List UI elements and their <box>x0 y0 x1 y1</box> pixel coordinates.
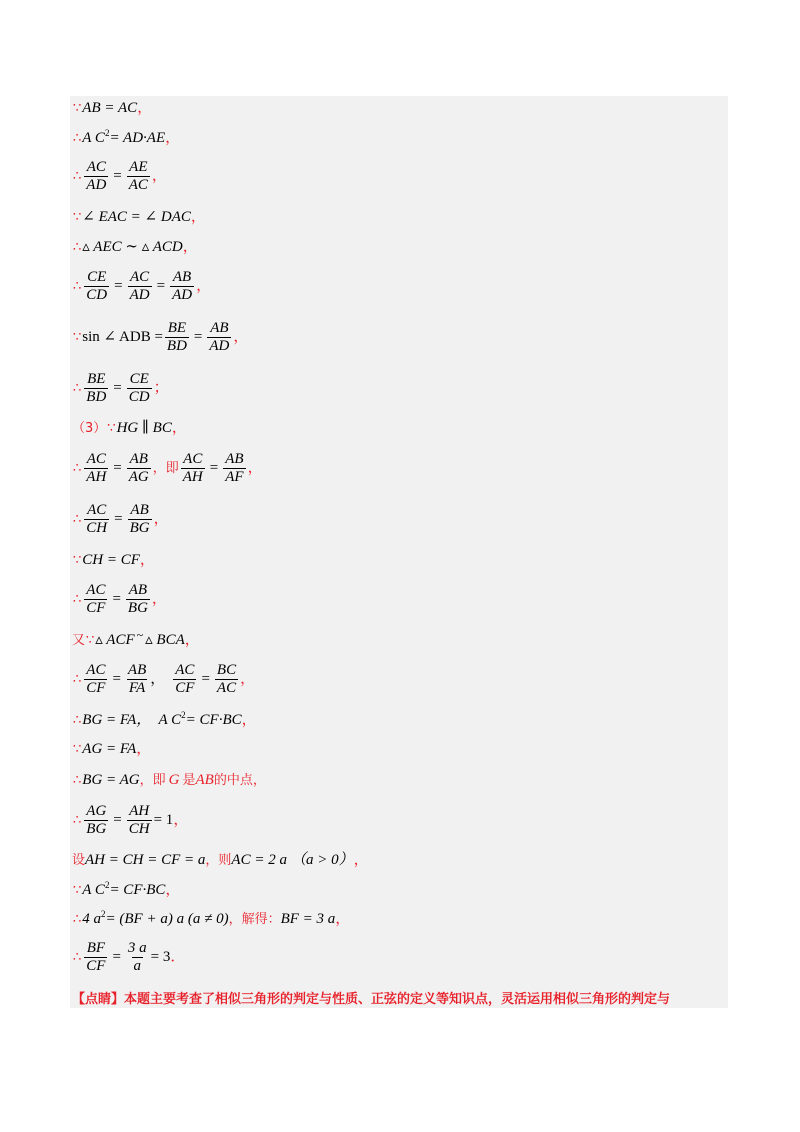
condition: （a > 0） <box>290 852 354 868</box>
line-19: ∴ $\frac{AG}{BG}$ = $\frac{AH}{CH}$ = 1 ， <box>73 803 189 837</box>
line-22 <box>72 909 351 927</box>
line-7: ∵ sin ∠ ADB = $\frac{BE}{BD}$ = $\frac{AB}{AD}$ ， <box>73 320 249 354</box>
fraction: $\frac{AH}{CH}$ <box>128 803 150 837</box>
punctuation: ， <box>182 239 198 255</box>
expression: A C <box>82 882 105 898</box>
expression: = CF·BC <box>109 882 166 898</box>
fraction: $\frac{AC}{CH}$ <box>86 502 108 536</box>
punctuation: ， <box>151 168 167 184</box>
fraction: $\frac{BC}{AC}$ <box>216 662 237 696</box>
line-5 <box>72 240 198 255</box>
expression: AC = 2 a <box>231 852 287 868</box>
fraction: $\frac{AC}{AD}$ <box>86 159 107 193</box>
similar-symbol: ~ <box>136 627 144 642</box>
connector-text: 又 <box>72 633 86 648</box>
expression: ▵ BCA <box>145 632 185 648</box>
exponent: 2 <box>104 880 110 890</box>
therefore-symbol: ∴ <box>73 672 82 687</box>
expression: = CF·BC <box>185 712 242 728</box>
expression: AH = CH = CF = a <box>85 852 206 868</box>
line-3: ∴ $\frac{AC}{AD}$ = $\frac{AE}{AC}$ ， <box>73 159 167 193</box>
line-8: ∴ $\frac{BE}{BD}$ = $\frac{CE}{CD}$ ； <box>73 371 169 405</box>
therefore-symbol: ∴ <box>73 131 82 146</box>
connector-text: ，即 <box>139 773 166 788</box>
line-12 <box>72 553 155 568</box>
fraction: $\frac{CE}{CD}$ <box>86 269 108 303</box>
because-symbol: ∵ <box>73 210 82 225</box>
fraction: $\frac{AB}{FA}$ <box>127 662 147 696</box>
fraction: $\frac{BF}{CF}$ <box>86 940 106 974</box>
line-13: ∴ $\frac{AC}{CF}$ = $\frac{AB}{BG}$ ， <box>73 582 167 616</box>
expression: = AD·AE <box>109 130 166 146</box>
fraction: $\frac{AC}{AD}$ <box>129 269 150 303</box>
punctuation: ， <box>196 278 212 294</box>
expression: ▵ AEC ∼ ▵ ACD <box>82 239 183 255</box>
solution-panel <box>70 96 728 1008</box>
exponent: 2 <box>101 909 106 919</box>
part-label: （3） <box>72 421 107 436</box>
comment-text: 本题主要考查了相似三角形的判定与性质、正弦的定义等知识点，灵活运用相似三角形的判定与 <box>124 992 671 1007</box>
comment-line <box>72 993 670 1006</box>
punctuation: ， <box>241 712 257 728</box>
line-2 <box>72 128 181 146</box>
expression: = (BF + a) a (a ≠ 0) <box>105 911 229 927</box>
expression: AB = AC <box>82 100 138 116</box>
because-symbol: ∵ <box>73 883 82 898</box>
expression: HG ∥ BC <box>116 420 172 436</box>
fraction: $\frac{AB}{AG}$ <box>128 451 149 485</box>
line-6: ∴ $\frac{CE}{CD}$ = $\frac{AC}{AD}$ = $\frac{AB}{AD}$ ， <box>73 269 212 303</box>
fraction: $\frac{AB}{AF}$ <box>225 451 244 485</box>
expression: = 3 <box>150 949 171 965</box>
punctuation: ， <box>136 741 152 757</box>
punctuation: ， <box>233 329 249 345</box>
connector-text: ，即 <box>152 461 179 476</box>
punctuation: ， <box>137 100 153 116</box>
expression: CH = CF <box>82 552 140 568</box>
expression: AG = FA <box>82 741 137 757</box>
because-symbol: ∵ <box>73 330 82 345</box>
because-symbol: ∵ <box>73 101 82 116</box>
expression: ∠ EAC = ∠ DAC <box>82 209 191 225</box>
fraction: $\frac{BE}{BD}$ <box>86 371 107 405</box>
fraction: $\frac{AC}{AH}$ <box>86 451 107 485</box>
line-21 <box>72 880 181 898</box>
therefore-symbol: ∴ <box>73 592 82 607</box>
therefore-symbol: ∴ <box>73 381 82 396</box>
fraction: $\frac{AG}{BG}$ <box>86 803 107 837</box>
expression: 4 a <box>82 911 102 927</box>
punctuation: ， <box>173 812 189 828</box>
therefore-symbol: ∴ <box>73 169 82 184</box>
line-4 <box>72 210 206 225</box>
point-label: G <box>168 772 180 788</box>
therefore-symbol: ∴ <box>73 279 82 294</box>
punctuation: ． <box>170 949 186 965</box>
line-1 <box>72 101 152 116</box>
fraction: $\frac{AB}{AD}$ <box>209 320 230 354</box>
line-17 <box>72 742 151 757</box>
punctuation: ， <box>247 460 263 476</box>
connector-text: 的中点， <box>213 773 266 788</box>
therefore-symbol: ∴ <box>73 813 82 828</box>
line-14 <box>72 627 200 648</box>
expression: A C <box>82 130 105 146</box>
punctuation: ， <box>165 130 181 146</box>
fraction: $\frac{AC}{CF}$ <box>86 582 106 616</box>
expression: = 1 <box>153 812 174 828</box>
line-20 <box>72 853 369 868</box>
punctuation: ， <box>153 511 169 527</box>
line-10: ∴ $\frac{AC}{AH}$ = $\frac{AB}{AG}$ ，即 $\frac{AC}{AH}$ = $\frac{AB}{AF}$ ， <box>73 451 263 485</box>
punctuation: ， <box>335 911 351 927</box>
fraction: $\frac{AC}{CF}$ <box>86 662 106 696</box>
line-11: ∴ $\frac{AC}{CH}$ = $\frac{AB}{BG}$ ， <box>73 502 169 536</box>
punctuation: ， <box>165 882 181 898</box>
therefore-symbol: ∴ <box>73 713 82 728</box>
fraction: $\frac{AE}{AC}$ <box>128 159 148 193</box>
therefore-symbol: ∴ <box>73 240 82 255</box>
therefore-symbol: ∴ <box>73 950 82 965</box>
connector-text: 设 <box>72 853 86 868</box>
line-18 <box>72 773 266 788</box>
expression: BG = FA， A C <box>82 712 182 728</box>
because-symbol: ∵ <box>73 553 82 568</box>
expression: BG = AG <box>82 772 140 788</box>
comment-tag: 【点睛】 <box>72 992 125 1007</box>
fraction: $\frac{AB}{AD}$ <box>172 269 193 303</box>
line-23: ∴ $\frac{BF}{CF}$ = $\frac{3 a}{a}$ = 3 ． <box>73 940 186 974</box>
line-16 <box>72 710 257 728</box>
fraction: $\frac{3 a}{a}$ <box>127 940 147 974</box>
therefore-symbol: ∴ <box>73 912 82 927</box>
fraction: $\frac{AB}{BG}$ <box>127 582 148 616</box>
expression: ▵ ACF <box>95 632 135 648</box>
punctuation: ， <box>184 632 200 648</box>
therefore-symbol: ∴ <box>73 512 82 527</box>
expression: sin ∠ ADB = <box>82 329 163 345</box>
because-symbol: ∵ <box>86 633 95 648</box>
punctuation: ， <box>151 591 167 607</box>
therefore-symbol: ∴ <box>73 773 82 788</box>
fraction: $\frac{BE}{BD}$ <box>166 320 187 354</box>
fraction: $\frac{AC}{CF}$ <box>175 662 195 696</box>
connector-text: ，则 <box>205 853 232 868</box>
fraction: $\frac{CE}{CD}$ <box>128 371 150 405</box>
punctuation: ， <box>190 209 206 225</box>
because-symbol: ∵ <box>107 421 116 436</box>
line-9 <box>72 421 187 436</box>
connector-text: ，解得： <box>228 912 281 927</box>
connector-text: 是 <box>182 773 196 788</box>
expression: BF = 3 a <box>280 911 336 927</box>
exponent: 2 <box>181 710 186 720</box>
punctuation: ； <box>153 380 169 396</box>
line-15: ∴ $\frac{AC}{CF}$ = $\frac{AB}{FA}$ ， $\frac{AC}{CF}$ = $\frac{BC}{AC}$ ， <box>73 662 256 696</box>
punctuation: ， <box>139 552 155 568</box>
punctuation: ， <box>150 671 166 687</box>
punctuation: ， <box>171 420 187 436</box>
segment-label: AB <box>195 772 214 788</box>
therefore-symbol: ∴ <box>73 461 82 476</box>
fraction: $\frac{AC}{AH}$ <box>182 451 203 485</box>
punctuation: ， <box>353 852 369 868</box>
exponent: 2 <box>104 128 110 138</box>
because-symbol: ∵ <box>73 742 82 757</box>
fraction: $\frac{AB}{BG}$ <box>129 502 150 536</box>
punctuation: ， <box>240 671 256 687</box>
